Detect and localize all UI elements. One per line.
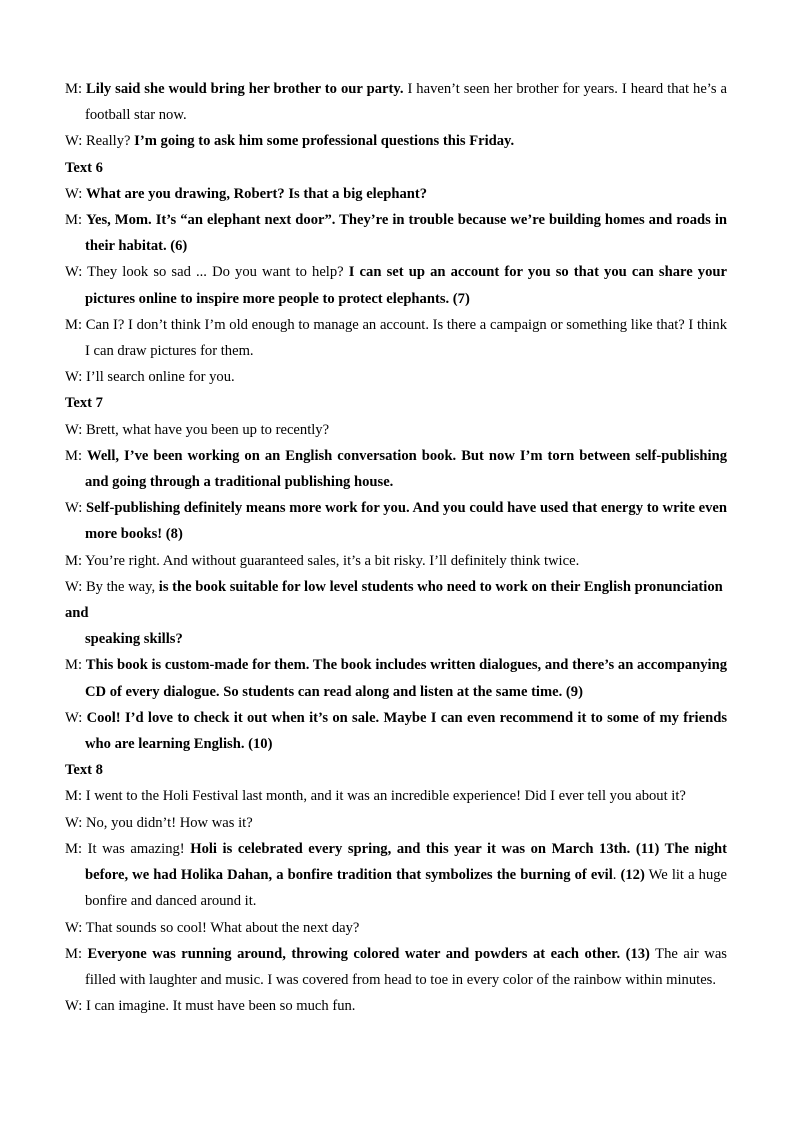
- text-run: .: [612, 867, 621, 884]
- bold-text-run: (12): [620, 867, 645, 884]
- bold-text-run: and: [65, 605, 89, 622]
- dialogue-line: [65, 705, 727, 757]
- text-run: They look so sad ... Do you want to help?: [87, 264, 349, 281]
- text-run: I can imagine. It must have been so much fun.: [85, 998, 356, 1015]
- speaker-label: W:: [65, 185, 86, 202]
- speaker-label: W:: [65, 919, 86, 936]
- speaker-label: W:: [65, 421, 86, 438]
- section-heading: [65, 155, 727, 181]
- speaker-label: W:: [65, 500, 86, 517]
- dialogue-line: [65, 128, 727, 154]
- speaker-label: W:: [65, 814, 86, 831]
- dialogue-line: [65, 548, 727, 574]
- dialogue-line: [65, 312, 727, 364]
- bold-text-run: Text 8: [65, 762, 103, 779]
- text-run: I’ll search online for you.: [85, 369, 235, 386]
- dialogue-line: [65, 259, 727, 311]
- text-run: By the way,: [85, 578, 159, 595]
- text-run: I haven’t seen her brother for years. I heard that he’s a football star now.: [85, 81, 728, 124]
- dialogue-line: [65, 652, 727, 704]
- dialogue-continuation: [65, 626, 727, 652]
- speaker-label: M:: [65, 552, 86, 569]
- bold-text-run: Holi is celebrated every spring, and this year it was on March 13th. (11) The night before, we had Holika Dahan, a bonfire tradition that symbolizes the burning of evil: [85, 840, 727, 884]
- text-run: You’re right. And without guaranteed sales, it’s a bit risky. I’ll definitely think twice.: [85, 552, 580, 569]
- bold-text-run: Text 6: [65, 159, 103, 176]
- speaker-label: M:: [65, 657, 86, 674]
- bold-text-run: Everyone was running around, throwing colored water and powders at each other. (13): [87, 945, 650, 962]
- dialogue-line: [65, 495, 727, 547]
- speaker-label: W:: [65, 133, 86, 150]
- bold-text-run: is the book suitable for low level students who need to work on their English pronunciation: [158, 578, 723, 595]
- dialogue-line: [65, 443, 727, 495]
- bold-text-run: This book is custom-made for them. The book includes written dialogues, and there’s an accompanying CD of every dialogue. So students can read along and listen at the same time. (9): [85, 657, 727, 700]
- text-run: That sounds so cool! What about the next day?: [85, 919, 360, 936]
- bold-text-run: Well, I’ve been working on an English conversation book. But now I’m torn between self-publishing and going through a traditional publishing house.: [85, 447, 727, 491]
- dialogue-line: [65, 783, 727, 809]
- dialogue-line: [65, 810, 727, 836]
- speaker-label: M:: [65, 316, 86, 333]
- dialogue-line: [65, 76, 727, 128]
- dialogue-line: [65, 836, 727, 915]
- section-heading: [65, 757, 727, 783]
- speaker-label: W:: [65, 709, 87, 726]
- bold-text-run: Text 7: [65, 395, 103, 412]
- speaker-label: M:: [65, 840, 88, 857]
- text-run: I went to the Holi Festival last month, and it was an incredible experience! Did I ever tell you about it?: [85, 788, 686, 805]
- text-run: It was amazing!: [87, 840, 191, 857]
- dialogue-line: [65, 364, 727, 390]
- speaker-label: M:: [65, 447, 88, 464]
- speaker-label: M:: [65, 945, 88, 962]
- text-run: Can I? I don’t think I’m old enough to manage an account. Is there a campaign or something like that? I think I can draw pictures for them.: [85, 316, 727, 360]
- bold-text-run: Self-publishing definitely means more work for you. And you could have used that energy to write even more books! (8): [85, 500, 728, 543]
- bold-text-run: Cool! I’d love to check it out when it’s on sale. Maybe I can even recommend it to some of my friends who are learning English. (10): [85, 709, 727, 753]
- bold-text-run: speaking skills?: [85, 631, 183, 648]
- bold-text-run: Lily said she would bring her brother to our party.: [86, 81, 404, 97]
- text-run: No, you didn’t! How was it?: [85, 814, 253, 831]
- text-run: Brett, what have you been up to recently?: [85, 421, 330, 438]
- dialogue-line: [65, 181, 727, 207]
- section-heading: [65, 390, 727, 416]
- text-run: The air was filled with laughter and music. I was covered from head to toe in every color of the rainbow within minutes.: [85, 945, 727, 988]
- dialogue-line: [65, 417, 727, 443]
- speaker-label: W:: [65, 998, 86, 1015]
- dialogue-line: [65, 207, 727, 259]
- speaker-label: W:: [65, 264, 88, 281]
- speaker-label: M:: [65, 212, 87, 229]
- bold-text-run: What are you drawing, Robert? Is that a big elephant?: [85, 185, 428, 202]
- bold-text-run: I can set up an account for you so that you can share your pictures online to inspire more people to protect elephants. (7): [85, 264, 727, 307]
- dialogue-line: [65, 993, 727, 1019]
- bold-text-run: I’m going to ask him some professional questions this Friday.: [134, 133, 515, 150]
- dialogue-line: [65, 941, 727, 993]
- text-run: Really?: [85, 133, 135, 150]
- bold-text-run: Yes, Mom. It’s “an elephant next door”. They’re in trouble because we’re building homes and roads in their habitat. (6): [85, 212, 727, 255]
- speaker-label: W:: [65, 578, 86, 595]
- speaker-label: W:: [65, 369, 86, 386]
- speaker-label: M:: [65, 81, 87, 97]
- speaker-label: M:: [65, 788, 86, 805]
- dialogue-line: [65, 915, 727, 941]
- text-run: We lit a huge bonfire and danced around it.: [85, 867, 728, 910]
- dialogue-line: [65, 574, 727, 626]
